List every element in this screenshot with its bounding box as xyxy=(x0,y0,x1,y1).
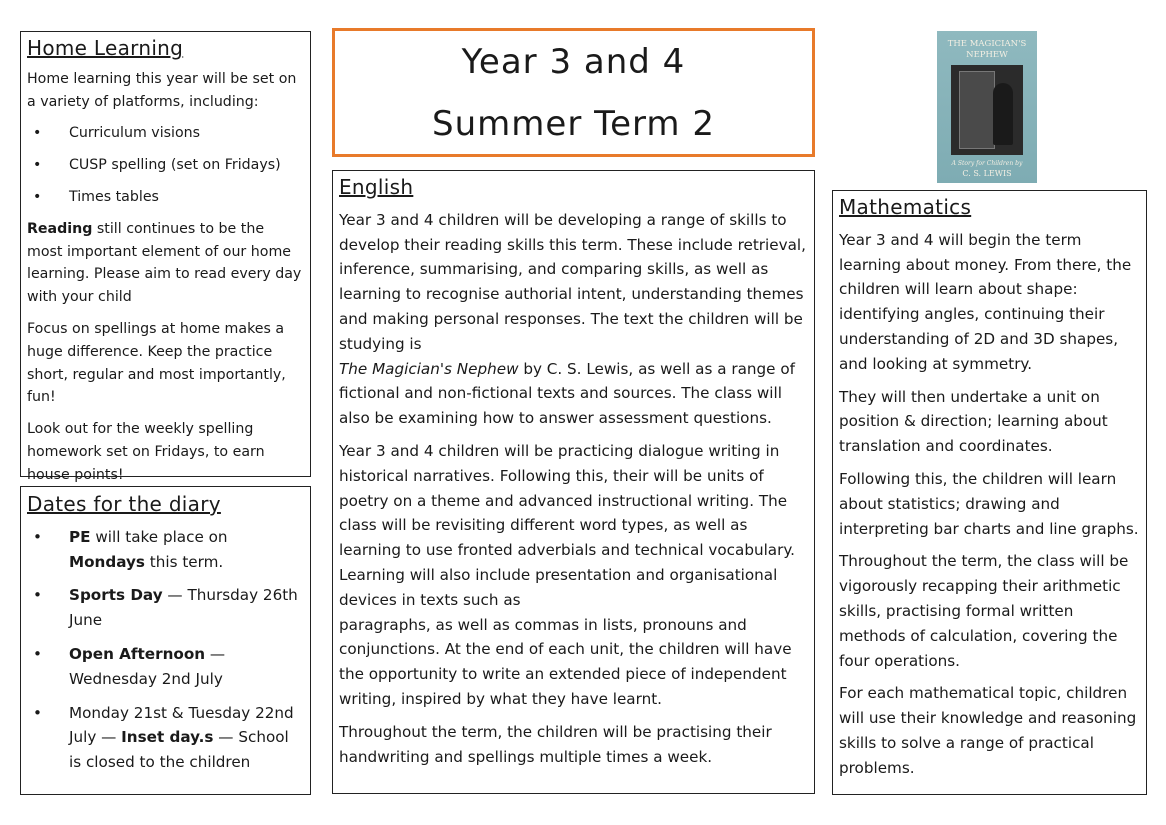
inset-date: Monday 21st & Tuesday 22nd July — xyxy=(69,703,294,747)
open-date: — Wednesday 2nd July xyxy=(69,644,226,688)
reading-bold: Reading xyxy=(27,220,93,237)
date-item-sports-day xyxy=(27,583,304,633)
book-title-italic: The Magician's Nephew xyxy=(339,359,519,378)
english-paragraph-3: Throughout the term, the children will be practising their handwriting and spellings multiple times a week. xyxy=(339,722,772,766)
open-label: Open Afternoon xyxy=(69,644,206,663)
book-author: C. S. LEWIS xyxy=(962,169,1012,178)
home-learning-panel xyxy=(20,31,311,483)
pe-label: PE xyxy=(69,527,91,546)
book-title-line-2: NEPHEW xyxy=(966,50,1008,60)
mathematics-heading: Mathematics xyxy=(839,195,972,219)
maths-paragraph-3: Following this, the children will learn about statistics; drawing and interpreting bar charts and line graphs. xyxy=(839,469,1139,538)
title-line-2: Summer Term 2 xyxy=(432,103,715,144)
mathematics-panel xyxy=(832,190,1147,795)
reading-paragraph xyxy=(27,218,304,309)
dates-list xyxy=(27,525,304,775)
inset-note: — School is closed to the children xyxy=(69,728,289,772)
platform-item: • Times tables xyxy=(27,186,304,209)
english-p1-text: Year 3 and 4 children will be developing a range of skills to develop their reading skills this term. These include retrieval, inference, summarising, and comparing skills, as well as learning to recognise authorial intent, understanding themes and making personal responses. The text the children will be studying is xyxy=(339,210,806,353)
spellings-paragraph: Focus on spellings at home makes a huge difference. Keep the practice short, regular and most importantly, fun! xyxy=(27,320,286,406)
pe-day: Mondays xyxy=(69,552,145,571)
maths-paragraph-1: Year 3 and 4 will begin the term learning about money. From there, the children will learn about shape: identifying angles, continuing their understanding of 2D and 3D shapes, and looking at symmetry. xyxy=(839,230,1132,373)
home-learning-intro: Home learning this year will be set on a variety of platforms, including: xyxy=(27,70,297,110)
reading-text: still continues to be the most important element of our home learning. Please aim to read every day with your child xyxy=(27,220,302,306)
title-line-1: Year 3 and 4 xyxy=(461,41,686,82)
book-tagline: A Story for Children by xyxy=(951,160,1023,167)
platform-item: • CUSP spelling (set on Fridays) xyxy=(27,154,304,177)
maths-paragraph-4: Throughout the term, the class will be vigorously recapping their arithmetic skills, practising formal written methods of calculation, covering the four operations. xyxy=(839,552,1129,670)
dates-panel xyxy=(20,486,311,795)
sports-label: Sports Day xyxy=(69,586,163,605)
pe-text: will take place on xyxy=(90,527,228,546)
english-p1-rest: by C. S. Lewis, as well as a range of fictional and non-fictional texts and sources. The class will also be examining how to answer assessment questions. xyxy=(339,359,795,428)
english-paragraph-2b: paragraphs, as well as commas in lists, pronouns and conjunctions. At the end of each unit, the children will have the opportunity to write an extended piece of independent writing, inspired by what they have learnt. xyxy=(339,615,792,708)
platform-list xyxy=(27,122,304,208)
english-paragraph-2 xyxy=(339,439,808,613)
home-learning-heading: Home Learning xyxy=(27,36,184,60)
platform-item: • Curriculum visions xyxy=(27,122,304,145)
english-p2-text: Year 3 and 4 children will be practicing dialogue writing in historical narratives. Following this, their will be units of poetry on a theme and advanced instructional writing. The class will be revisiting different word types, as well as learning to use fronted adverbials and technical vocabulary. Learning will also include presentation and organisational devices in texts such as xyxy=(339,441,796,609)
title-box xyxy=(332,28,815,157)
dates-heading: Dates for the diary xyxy=(27,492,221,516)
date-item-inset-days xyxy=(27,701,304,775)
book-illustration xyxy=(951,65,1023,155)
date-item-open-afternoon xyxy=(27,642,304,692)
book-cover-image xyxy=(937,31,1037,183)
inset-label: Inset day.s xyxy=(121,728,214,747)
english-paragraph-1 xyxy=(339,208,808,431)
english-heading: English xyxy=(339,175,414,199)
date-item-pe xyxy=(27,525,304,575)
english-panel xyxy=(332,170,815,794)
pe-end: this term. xyxy=(144,552,224,571)
maths-paragraph-5: For each mathematical topic, children will use their knowledge and reasoning skills to solve a range of practical problems. xyxy=(839,684,1137,777)
book-title-line-1: THE MAGICIAN'S xyxy=(947,39,1027,49)
sports-date: — Thursday 26th June xyxy=(69,586,298,630)
maths-paragraph-2: They will then undertake a unit on position & direction; learning about translation and coordinates. xyxy=(839,387,1108,456)
lookout-paragraph: Look out for the weekly spelling homework set on Fridays, to earn house points! xyxy=(27,421,265,483)
